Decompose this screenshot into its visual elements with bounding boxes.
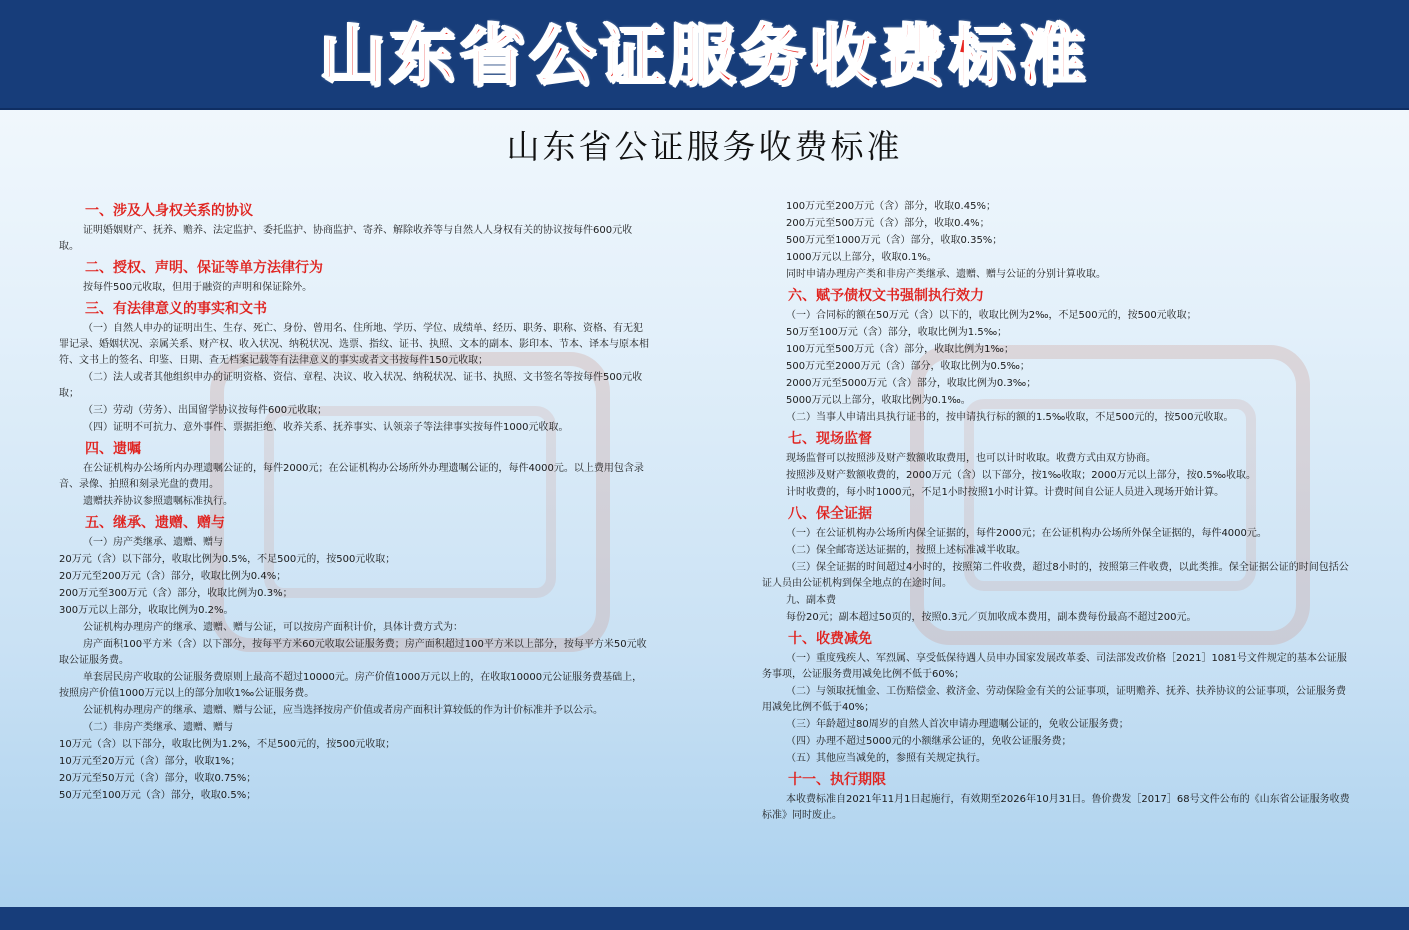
- paragraph: 20万元（含）以下部分，收取比例为0.5%，不足500元的，按500元收取；: [59, 554, 396, 565]
- section-heading: 一、涉及人身权关系的协议: [85, 203, 253, 219]
- paragraph: 单套居民房产收取的公证服务费原则上最高不超过10000元。房产价值1000万元以上的，在收取10000元公证服务费基础上，按照房产价值1000万元以上的部分加收1‰公证服务费。: [59, 672, 643, 699]
- paragraph: 公证机构办理房产的继承、遗赠、赠与公证，应当选择按房产价值或者房产面积计算较低的作为计价标准并予以公示。: [83, 705, 603, 716]
- paragraph: 计时收费的，每小时1000元，不足1小时按照1小时计算。计费时间自公证人员进入现场开始计算。: [786, 487, 1225, 498]
- paragraph: 现场监督可以按照涉及财产数额收取费用，也可以计时收取。收费方式由双方协商。: [786, 453, 1156, 464]
- paragraph: 200万元至300万元（含）部分，收取比例为0.3%；: [59, 588, 293, 599]
- section-heading: 四、遗嘱: [85, 441, 141, 457]
- paragraph: 同时申请办理房产类和非房产类继承、遗赠、赠与公证的分别计算收取。: [786, 269, 1106, 280]
- section-heading: 八、保全证据: [788, 506, 872, 522]
- paragraph: 每份20元；副本超过50页的，按照0.3元／页加收成本费用，副本费每份最高不超过200元。: [786, 612, 1197, 623]
- left-column: [59, 198, 651, 805]
- paragraph: （二）当事人申请出具执行证书的，按申请执行标的额的1.5‰收取，不足500元的，按500元收取。: [786, 412, 1234, 423]
- paragraph: 本收费标准自2021年11月1日起施行，有效期至2026年10月31日。鲁价费发［2017］68号文件公布的《山东省公证服务收费标准》同时废止。: [762, 794, 1350, 821]
- paragraph: 遗赠扶养协议参照遗嘱标准执行。: [83, 496, 233, 507]
- right-column: [762, 198, 1354, 825]
- paragraph: （二）非房产类继承、遗赠、赠与: [83, 722, 233, 733]
- document-title: 山东省公证服务收费标准: [506, 127, 903, 166]
- paragraph: （一）在公证机构办公场所内保全证据的，每件2000元；在公证机构办公场所外保全证据的，每件4000元。: [786, 528, 1267, 539]
- paragraph: （二）法人或者其他组织申办的证明资格、资信、章程、决议、收入状况、纳税状况、证书、执照、文书签名等按每件500元收取；: [59, 372, 643, 399]
- paragraph: 100万元至200万元（含）部分，收取0.45%；: [786, 201, 996, 212]
- paragraph: 20万元至50万元（含）部分，收取0.75%；: [59, 773, 257, 784]
- paragraph: （二）保全邮寄送达证据的，按照上述标准减半收取。: [786, 545, 1026, 556]
- paragraph: 5000万元以上部分，收取比例为0.1‰。: [786, 395, 971, 406]
- section-heading: 二、授权、声明、保证等单方法律行为: [85, 260, 323, 276]
- paragraph: （一）自然人申办的证明出生、生存、死亡、身份、曾用名、住所地、学历、学位、成绩单、经历、职务、职称、资格、有无犯罪记录、婚姻状况、亲属关系、财产权、收入状况、纳税状况、选票、指纹、证书、执照、文本的副本、影印本、节本、译本与原本相符、文书上的签名、印鉴、日期、查无档案记载等有法律意义的事实或者文书按每件150元收取；: [59, 323, 649, 366]
- paragraph: 公证机构办理房产的继承、遗赠、赠与公证，可以按房产面积计价，具体计费方式为：: [83, 622, 463, 633]
- paragraph: 50万元至100万元（含）部分，收取0.5%；: [59, 790, 257, 801]
- paragraph: （一）合同标的额在50万元（含）以下的，收取比例为2‰，不足500元的，按500元收取；: [786, 310, 1197, 321]
- banner-title: 山东省公证服务收费标准: [319, 17, 1090, 94]
- paragraph: 300万元以上部分，收取比例为0.2%。: [59, 605, 234, 616]
- paragraph: 100万元至500万元（含）部分，收取比例为1‰；: [786, 344, 1014, 355]
- paragraph: （一）重度残疾人、军烈属、享受低保待遇人员申办国家发展改革委、司法部发改价格［2021］1081号文件规定的基本公证服务事项，公证服务费用减免比例不低于60%；: [762, 653, 1347, 680]
- paragraph: 九、副本费: [786, 595, 836, 606]
- paragraph: 证明婚姻财产、抚养、赡养、法定监护、委托监护、协商监护、寄养、解除收养等与自然人人身权有关的协议按每件600元收取。: [59, 225, 633, 252]
- paragraph: 1000万元以上部分，收取0.1%。: [786, 252, 937, 263]
- paragraph: 50万至100万元（含）部分，收取比例为1.5‰；: [786, 327, 1008, 338]
- section-heading: 七、现场监督: [788, 431, 872, 447]
- paragraph: 房产面积100平方米（含）以下部分，按每平方米60元收取公证服务费；房产面积超过100平方米以上部分，按每平方米50元收取公证服务费。: [59, 639, 647, 666]
- paragraph: （三）保全证据的时间超过4小时的，按照第二件收费，超过8小时的，按照第三件收费，以此类推。保全证据公证的时间包括公证人员由公证机构到保全地点的在途时间。: [762, 562, 1349, 589]
- section-heading: 五、继承、遗赠、赠与: [85, 515, 225, 531]
- paragraph: 10万元（含）以下部分，收取比例为1.2%，不足500元的，按500元收取；: [59, 739, 396, 750]
- paragraph: （二）与领取抚恤金、工伤赔偿金、救济金、劳动保险金有关的公证事项，证明赡养、抚养、扶养协议的公证事项，公证服务费用减免比例不低于40%；: [762, 686, 1346, 713]
- paragraph: （三）劳动（劳务）、出国留学协议按每件600元收取；: [83, 405, 328, 416]
- bottom-band: [0, 907, 1409, 930]
- section-heading: 十、收费减免: [788, 631, 872, 647]
- paragraph: 2000万元至5000万元（含）部分，收取比例为0.3‰；: [786, 378, 1037, 389]
- paragraph: （一）房产类继承、遗赠、赠与: [83, 537, 223, 548]
- paragraph: （四）证明不可抗力、意外事件、票据拒绝、收养关系、抚养事实、认领亲子等法律事实按每件1000元收取。: [83, 422, 569, 433]
- paragraph: 20万元至200万元（含）部分，收取比例为0.4%；: [59, 571, 287, 582]
- section-heading: 三、有法律意义的事实和文书: [85, 301, 267, 317]
- section-heading: 十一、执行期限: [788, 772, 886, 788]
- paragraph: 500万元至2000万元（含）部分，收取比例为0.5‰；: [786, 361, 1030, 372]
- section-heading: 六、赋予债权文书强制执行效力: [788, 288, 984, 304]
- paragraph: 在公证机构办公场所内办理遗嘱公证的，每件2000元；在公证机构办公场所外办理遗嘱公证的，每件4000元。以上费用包含录音、录像、拍照和刻录光盘的费用。: [59, 463, 644, 490]
- paragraph: （四）办理不超过5000元的小额继承公证的，免收公证服务费；: [786, 736, 1072, 747]
- paragraph: （五）其他应当减免的，参照有关规定执行。: [786, 753, 986, 764]
- paragraph: 500万元至1000万元（含）部分，收取0.35%；: [786, 235, 1003, 246]
- paragraph: 按每件500元收取，但用于融资的声明和保证除外。: [83, 282, 313, 293]
- paragraph: 10万元至20万元（含）部分，收取1%；: [59, 756, 241, 767]
- paragraph: 200万元至500万元（含）部分，收取0.4%；: [786, 218, 990, 229]
- paragraph: 按照涉及财产数额收费的，2000万元（含）以下部分，按1‰收取；2000万元以上部分，按0.5‰收取。: [786, 470, 1256, 481]
- paragraph: （三）年龄超过80周岁的自然人首次申请办理遗嘱公证的，免收公证服务费；: [786, 719, 1129, 730]
